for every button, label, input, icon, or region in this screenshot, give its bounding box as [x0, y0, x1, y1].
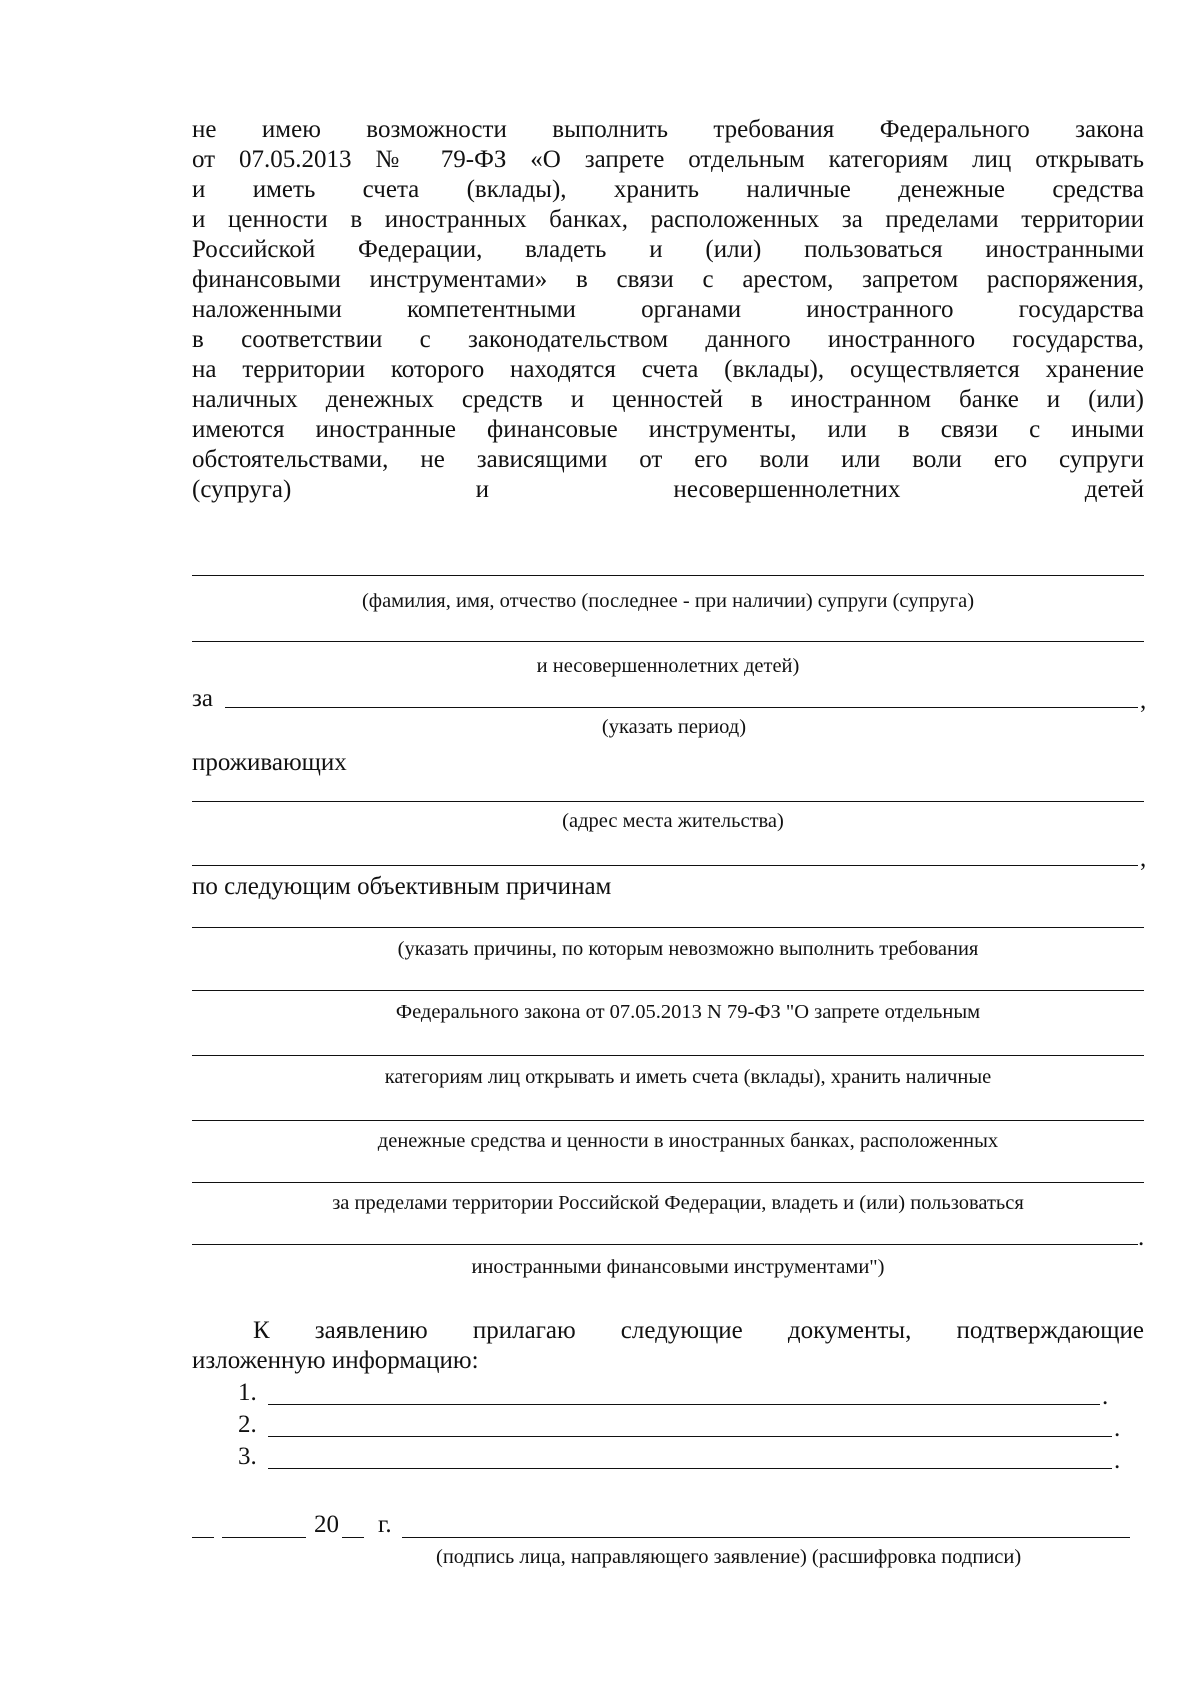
attachment-number: 1.	[238, 1379, 257, 1406]
reasons-field-2[interactable]	[192, 990, 1144, 991]
address-field-2[interactable]	[192, 865, 1138, 866]
reasons-caption-line: за пределами территории Российской Федерации, владеть и (или) пользоваться	[332, 1192, 1024, 1214]
reasons-caption-line: иностранными финансовыми инструментами")	[471, 1256, 885, 1278]
body-line: имеются иностранные финансовые инструменты, или в связи с иными	[192, 416, 1144, 443]
reasons-field-5[interactable]	[192, 1182, 1144, 1183]
reasons-intro: по следующим объективным причинам	[192, 873, 612, 900]
reasons-field-3[interactable]	[192, 1055, 1144, 1056]
body-line: на территории которого находятся счета (вклады), осуществляется хранение	[192, 356, 1144, 383]
body-line: не имею возможности выполнить требования Федерального закона	[192, 116, 1144, 143]
body-line: в соответствии с законодательством данного иностранного государства,	[192, 326, 1144, 353]
body-line: от 07.05.2013 № 79-ФЗ «О запрете отдельным категориям лиц открывать	[192, 146, 1144, 173]
reasons-field-1[interactable]	[192, 927, 1144, 928]
address-caption: (адрес места жительства)	[562, 810, 784, 832]
signature-field[interactable]	[402, 1537, 1130, 1538]
attachment-field-3[interactable]	[268, 1468, 1112, 1469]
attachment-period: .	[1114, 1415, 1121, 1442]
attachment-period: .	[1114, 1447, 1121, 1474]
reasons-field-6[interactable]	[192, 1244, 1138, 1245]
reasons-caption-line: категориям лиц открывать и иметь счета (вклады), хранить наличные	[384, 1066, 992, 1088]
period-caption: (указать период)	[601, 716, 747, 738]
spouse-name-caption: (фамилия, имя, отчество (последнее - при наличии) супруги (супруга)	[361, 590, 975, 612]
year-suffix: г.	[378, 1511, 392, 1538]
body-line: Российской Федерации, владеть и (или) пользоваться иностранными	[192, 236, 1144, 263]
residing-label: проживающих	[192, 749, 347, 776]
body-line: наложенными компетентными органами иностранного государства	[192, 296, 1144, 323]
reasons-field-4[interactable]	[192, 1120, 1144, 1121]
attachments-intro-cont: изложенную информацию:	[192, 1347, 479, 1374]
body-line: обстоятельствами, не зависящими от его воли или воли его супруги	[192, 446, 1144, 473]
children-caption: и несовершеннолетних детей)	[536, 655, 800, 677]
reasons-caption-line: (указать причины, по которым невозможно выполнить требования	[397, 938, 979, 960]
address-comma: ,	[1140, 845, 1147, 872]
year-prefix: 20	[314, 1511, 339, 1538]
children-name-field[interactable]	[192, 641, 1144, 642]
date-day-field[interactable]	[192, 1537, 214, 1538]
spouse-name-field[interactable]	[192, 575, 1144, 576]
date-month-field[interactable]	[222, 1537, 306, 1538]
body-line: финансовыми инструментами» в связи с арестом, запретом распоряжения,	[192, 266, 1144, 293]
attachment-period: .	[1102, 1383, 1109, 1410]
period-comma: ,	[1140, 687, 1147, 714]
attachment-number: 3.	[238, 1443, 257, 1470]
period-field[interactable]	[225, 707, 1138, 708]
address-field-1[interactable]	[192, 801, 1144, 802]
attachment-number: 2.	[238, 1411, 257, 1438]
attachment-field-1[interactable]	[268, 1404, 1100, 1405]
body-line: (супруга) и несовершеннолетних детей	[192, 476, 1144, 503]
signature-caption: (подпись лица, направляющего заявление) (расшифровка подписи)	[436, 1546, 1022, 1568]
reasons-caption-line: Федерального закона от 07.05.2013 N 79-ФЗ "О запрете отдельным	[395, 1001, 981, 1023]
attachments-intro: К заявлению прилагаю следующие документы, подтверждающие	[253, 1317, 1144, 1344]
body-line: и ценности в иностранных банках, расположенных за пределами территории	[192, 206, 1144, 233]
for-label: за	[192, 685, 213, 712]
reasons-period: .	[1138, 1224, 1145, 1251]
date-year-field[interactable]	[342, 1537, 364, 1538]
body-line: наличных денежных средств и ценностей в иностранном банке и (или)	[192, 386, 1144, 413]
body-line: и иметь счета (вклады), хранить наличные денежные средства	[192, 176, 1144, 203]
attachment-field-2[interactable]	[268, 1436, 1112, 1437]
reasons-caption-line: денежные средства и ценности в иностранных банках, расположенных	[377, 1130, 999, 1152]
